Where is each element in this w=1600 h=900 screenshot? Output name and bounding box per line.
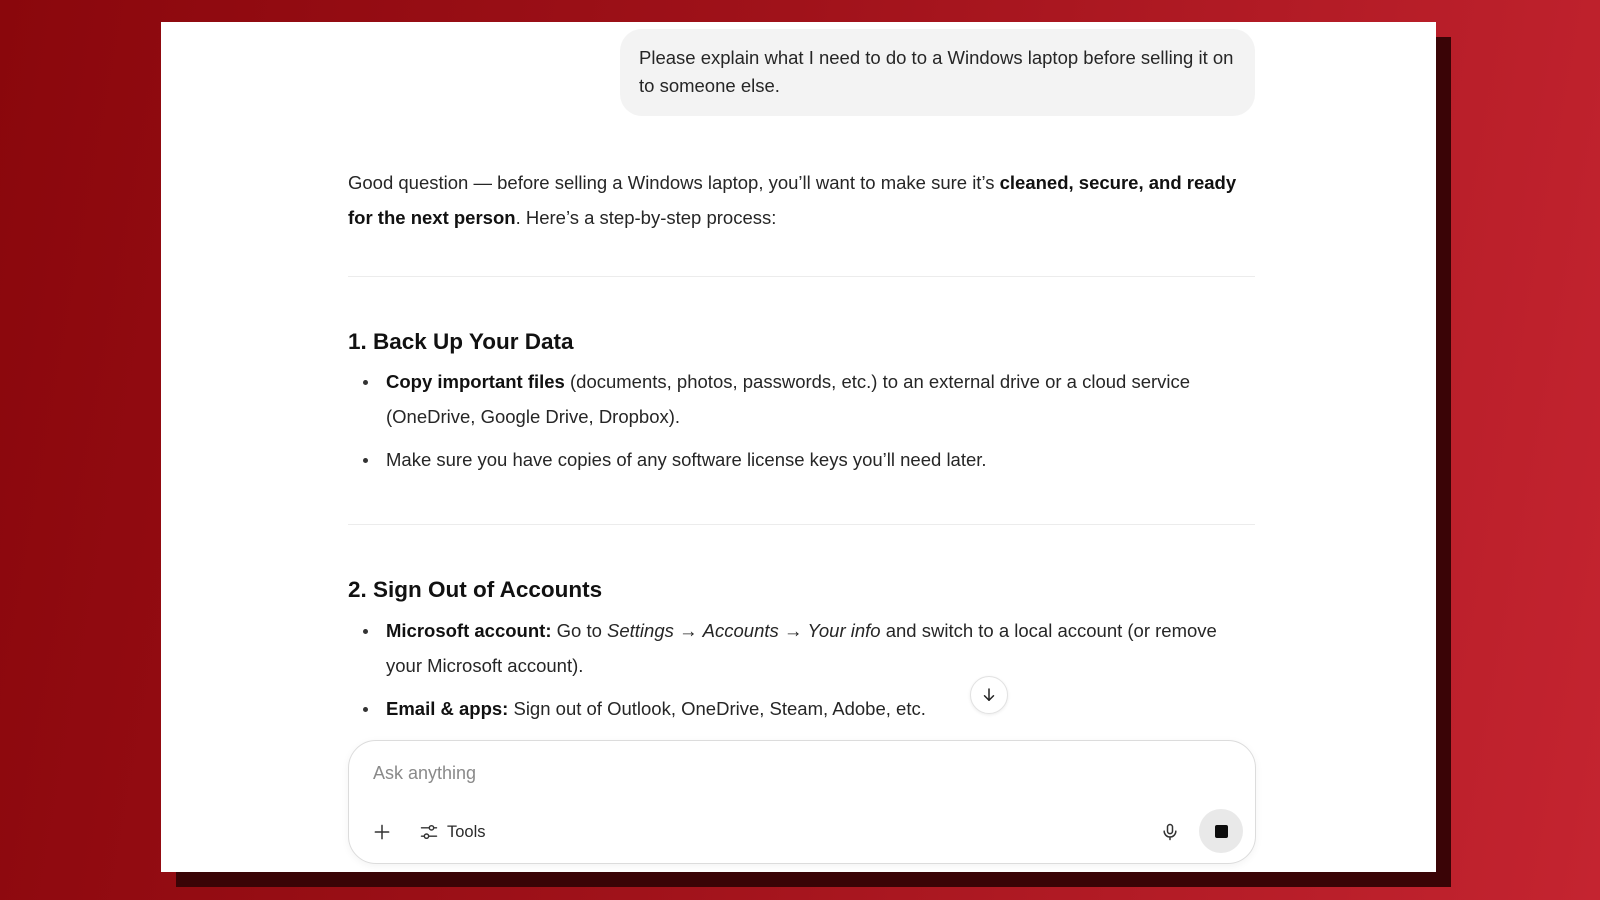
settings-path-part: Settings [607, 620, 674, 641]
intro-bold-text: cleaned, secure, and ready for the next person [348, 172, 1237, 228]
section-heading-backup: 1. Back Up Your Data [348, 329, 574, 354]
intro-text: Good question — before selling a Windows laptop, you’ll want to make sure it’s [348, 172, 1000, 193]
intro-text-end: . Here’s a step-by-step process: [515, 207, 777, 228]
list-item [348, 691, 1255, 726]
section-heading-accounts: 2. Sign Out of Accounts [348, 577, 603, 602]
accounts-bullet-list [348, 613, 1255, 734]
bullet-text: (documents, photos, passwords, etc.) to an external drive or a cloud service (OneDrive, Google Drive, Dropbox). [386, 371, 1191, 427]
tools-label: Tools [447, 822, 486, 841]
user-message-text: Please explain what I need to do to a Windows laptop before selling it on to someone else. [639, 47, 1234, 96]
list-item [348, 613, 1255, 683]
path-arrow: → [778, 620, 808, 641]
sliders-icon [419, 822, 439, 842]
path-arrow: → [673, 620, 703, 641]
section-divider [348, 276, 1255, 277]
bullet-text: and switch to a local account (or remove your Microsoft account). [386, 620, 1217, 676]
prompt-input[interactable] [373, 759, 1073, 787]
scroll-to-bottom-button[interactable] [970, 676, 1008, 714]
bullet-text: Make sure you have copies of any software license keys you’ll need later. [386, 449, 987, 470]
microphone-icon [1160, 822, 1180, 842]
list-item [348, 442, 1255, 477]
section-divider [348, 524, 1255, 525]
backup-bullet-list [348, 364, 1255, 485]
settings-path-part: Accounts [702, 620, 779, 641]
arrow-down-icon [980, 686, 998, 704]
bullet-bold-text: Email & apps: [386, 698, 509, 719]
bullet-bold-text: Microsoft account: [386, 620, 552, 641]
tools-button[interactable] [411, 815, 494, 849]
user-message-bubble [620, 29, 1255, 116]
bullet-text: Go to [551, 620, 608, 641]
list-item [348, 364, 1255, 434]
bullet-text: Sign out of Outlook, OneDrive, Steam, Adobe, etc. [508, 698, 926, 719]
add-attachment-button[interactable] [365, 815, 399, 849]
chat-window [161, 22, 1436, 872]
bullet-bold-text: Copy important files [386, 371, 565, 392]
settings-path-part: Your info [807, 620, 881, 641]
message-composer [348, 740, 1256, 864]
plus-icon [372, 822, 392, 842]
dictate-button[interactable] [1153, 815, 1187, 849]
stop-icon [1215, 825, 1228, 838]
stop-generating-button[interactable] [1199, 809, 1243, 853]
assistant-intro [348, 165, 1255, 235]
